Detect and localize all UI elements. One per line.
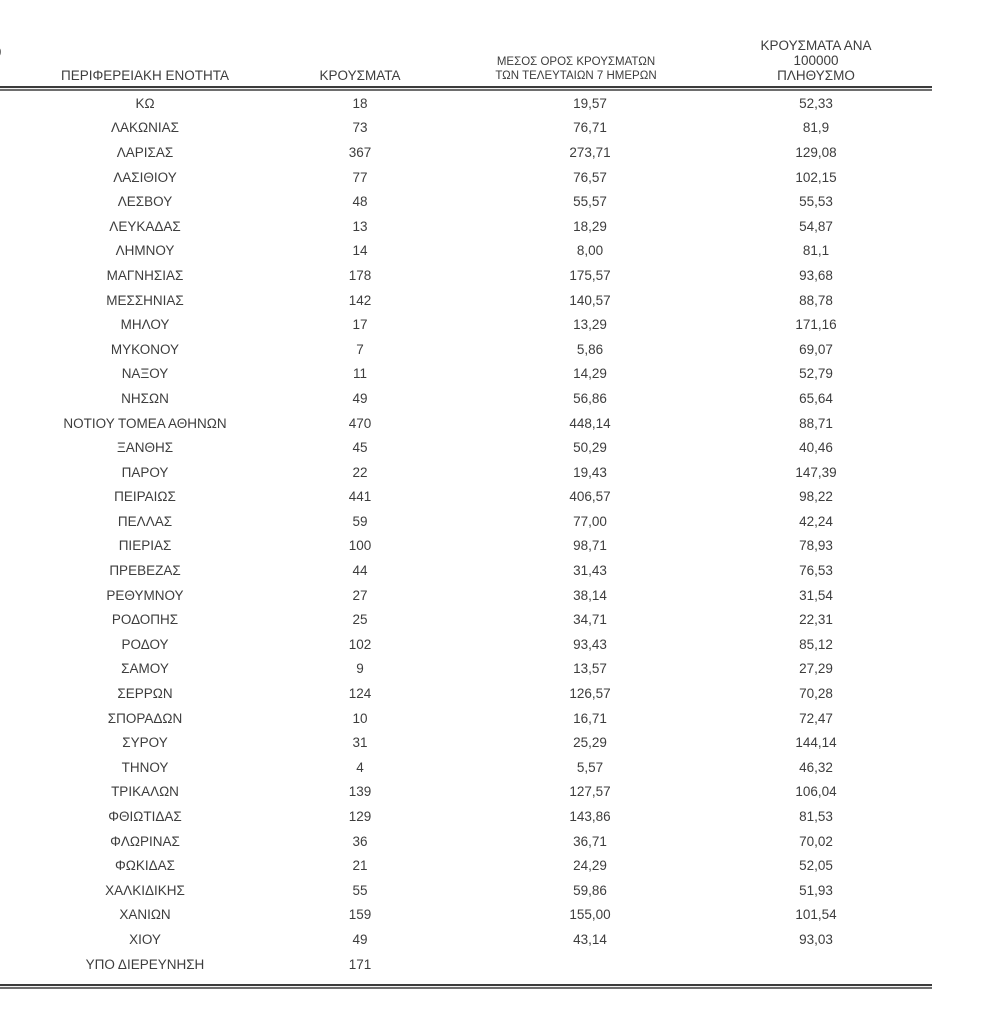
cell-cases: 441 <box>348 489 372 505</box>
cell-region: ΝΑΞΟΥ <box>121 366 169 382</box>
cell-per-100k: 70,02 <box>799 833 833 849</box>
cell-cases: 44 <box>352 563 368 579</box>
cell-region: ΛΑΡΙΣΑΣ <box>116 144 174 160</box>
cell-per-100k: 52,79 <box>799 366 833 382</box>
cell-region: ΦΛΩΡΙΝΑΣ <box>110 833 180 849</box>
cell-region: ΛΑΣΙΘΙΟΥ <box>113 169 177 185</box>
cell-7day-average: 143,86 <box>569 809 611 825</box>
cell-per-100k: 101,54 <box>795 907 837 923</box>
cell-7day-average: 126,57 <box>569 686 611 702</box>
cell-7day-average: 76,71 <box>573 120 607 136</box>
cell-cases: 27 <box>352 587 368 603</box>
cell-7day-average: 34,71 <box>573 612 607 628</box>
cell-per-100k: 93,03 <box>799 931 833 947</box>
cell-per-100k: 81,9 <box>802 120 830 136</box>
cell-region: ΠΑΡΟΥ <box>121 464 169 480</box>
cell-per-100k: 65,64 <box>799 390 833 406</box>
cell-7day-average: 13,29 <box>573 317 607 333</box>
column-header-7day-average-line2: ΤΩΝ ΤΕΛΕΥΤΑΙΩΝ 7 ΗΜΕΡΩΝ <box>495 69 657 82</box>
table-row <box>0 780 932 805</box>
cell-per-100k: 88,78 <box>799 292 833 308</box>
table-row <box>0 657 932 682</box>
cell-per-100k: 102,15 <box>795 169 837 185</box>
table-row <box>0 460 932 485</box>
cell-per-100k: 171,16 <box>795 317 837 333</box>
cell-region: ΣΕΡΡΩΝ <box>117 686 173 702</box>
cell-7day-average: 43,14 <box>573 931 607 947</box>
cell-7day-average: 31,43 <box>573 563 607 579</box>
table-row <box>0 706 932 731</box>
cell-per-100k: 42,24 <box>799 513 833 529</box>
column-header-per-100k-line1: ΚΡΟΥΣΜΑΤΑ ΑΝΑ 100000 <box>760 38 872 68</box>
table-row <box>0 386 932 411</box>
cell-7day-average: 175,57 <box>569 267 611 283</box>
table-row <box>0 755 932 780</box>
cell-region: ΧΑΛΚΙΔΙΚΗΣ <box>105 882 185 898</box>
cell-region: ΞΑΝΘΗΣ <box>116 440 174 456</box>
column-header-per-100k <box>750 38 932 86</box>
cell-region: ΤΗΝΟΥ <box>121 759 169 775</box>
cell-per-100k: 70,28 <box>799 686 833 702</box>
cell-7day-average: 36,71 <box>573 833 607 849</box>
table-row <box>0 583 932 608</box>
cell-7day-average: 25,29 <box>573 735 607 751</box>
cell-region: ΜΗΛΟΥ <box>120 317 170 333</box>
table-row <box>0 730 932 755</box>
cell-per-100k: 81,53 <box>799 809 833 825</box>
cell-7day-average: 13,57 <box>573 661 607 677</box>
cell-cases: 10 <box>352 710 368 726</box>
cell-cases: 139 <box>348 784 372 800</box>
cell-region: ΦΩΚΙΔΑΣ <box>115 858 175 874</box>
cell-7day-average: 77,00 <box>573 513 607 529</box>
table-row <box>0 435 932 460</box>
table-row <box>0 829 932 854</box>
cell-cases: 171 <box>348 956 372 972</box>
cell-region: ΦΘΙΩΤΙΔΑΣ <box>108 809 182 825</box>
cell-per-100k: 106,04 <box>795 784 837 800</box>
cell-cases: 73 <box>352 120 368 136</box>
cell-region: ΠΕΙΡΑΙΩΣ <box>114 489 176 505</box>
cell-cases: 7 <box>356 341 364 357</box>
cell-region: ΥΠΟ ΔΙΕΡΕΥΝΗΣΗ <box>85 956 205 972</box>
table-row <box>0 558 932 583</box>
table-row <box>0 140 932 165</box>
cell-per-100k: 51,93 <box>799 882 833 898</box>
table-row <box>0 116 932 141</box>
cell-per-100k: 46,32 <box>799 759 833 775</box>
cell-per-100k: 72,47 <box>799 710 833 726</box>
cell-per-100k: 144,14 <box>795 735 837 751</box>
cell-region: ΡΟΔΟΥ <box>121 636 169 652</box>
table-row <box>0 804 932 829</box>
cell-7day-average: 50,29 <box>573 440 607 456</box>
cell-per-100k: 27,29 <box>799 661 833 677</box>
cell-cases: 142 <box>348 292 372 308</box>
cell-region: ΣΠΟΡΑΔΩΝ <box>107 710 183 726</box>
cell-per-100k: 76,53 <box>799 563 833 579</box>
cell-region: ΤΡΙΚΑΛΩΝ <box>111 784 179 800</box>
cell-cases: 9 <box>356 661 364 677</box>
table-row <box>0 263 932 288</box>
cell-cases: 13 <box>352 218 368 234</box>
cell-per-100k: 78,93 <box>799 538 833 554</box>
cell-region: ΠΕΛΛΑΣ <box>117 513 173 529</box>
cell-cases: 55 <box>352 882 368 898</box>
cell-7day-average: 98,71 <box>573 538 607 554</box>
column-header-7day-average <box>416 56 736 86</box>
cell-cases: 470 <box>348 415 372 431</box>
cell-cases: 159 <box>348 907 372 923</box>
cell-region: ΛΑΚΩΝΙΑΣ <box>111 120 179 136</box>
cell-region: ΣΥΡΟΥ <box>122 735 168 751</box>
table-row <box>0 681 932 706</box>
cell-per-100k: 85,12 <box>799 636 833 652</box>
cell-cases: 4 <box>356 759 364 775</box>
table-header-row <box>0 36 932 86</box>
cell-region: ΧΙΟΥ <box>129 931 161 947</box>
cell-region: ΡΟΔΟΠΗΣ <box>111 612 179 628</box>
cell-7day-average: 19,57 <box>573 95 607 111</box>
column-header-cases-label: ΚΡΟΥΣΜΑΤΑ <box>319 68 401 83</box>
cell-region: ΣΑΜΟΥ <box>121 661 169 677</box>
table-row <box>0 337 932 362</box>
cell-per-100k: 22,31 <box>799 612 833 628</box>
cell-cases: 36 <box>352 833 368 849</box>
table-row <box>0 903 932 928</box>
cell-cases: 48 <box>352 194 368 210</box>
table-row <box>0 878 932 903</box>
table-row <box>0 189 932 214</box>
cell-cases: 367 <box>348 144 372 160</box>
cell-region: ΛΕΣΒΟΥ <box>117 194 173 210</box>
table-row <box>0 927 932 952</box>
cell-per-100k: 40,46 <box>799 440 833 456</box>
cell-cases: 31 <box>352 735 368 751</box>
cell-7day-average: 14,29 <box>573 366 607 382</box>
table-row <box>0 534 932 559</box>
table-row <box>0 239 932 264</box>
cell-region: ΛΕΥΚΑΔΑΣ <box>109 218 181 234</box>
cell-region: ΧΑΝΙΩΝ <box>119 907 171 923</box>
cell-cases: 124 <box>348 686 372 702</box>
cell-per-100k: 147,39 <box>795 464 837 480</box>
table-row <box>0 411 932 436</box>
cell-region: ΡΕΘΥΜΝΟΥ <box>106 587 184 603</box>
cell-7day-average: 448,14 <box>569 415 611 431</box>
cell-region: ΛΗΜΝΟΥ <box>115 243 175 259</box>
table-body <box>0 91 932 976</box>
cell-cases: 22 <box>352 464 368 480</box>
cell-per-100k: 69,07 <box>799 341 833 357</box>
cell-region: ΜΥΚΟΝΟΥ <box>110 341 180 357</box>
column-header-7day-average-line1: ΜΕΣΟΣ ΟΡΟΣ ΚΡΟΥΣΜΑΤΩΝ <box>496 56 656 68</box>
cell-cases: 49 <box>352 931 368 947</box>
cell-region: ΚΩ <box>135 95 155 111</box>
column-header-region <box>0 68 290 86</box>
cell-per-100k: 88,71 <box>799 415 833 431</box>
cell-7day-average: 59,86 <box>573 882 607 898</box>
cell-cases: 21 <box>352 858 368 874</box>
table-row <box>0 607 932 632</box>
table-row <box>0 214 932 239</box>
cell-region: ΝΟΤΙΟΥ ΤΟΜΕΑ ΑΘΗΝΩΝ <box>63 415 227 431</box>
cell-cases: 17 <box>352 317 368 333</box>
cell-cases: 18 <box>352 95 368 111</box>
column-header-per-100k-line2: ΠΛΗΘΥΣΜΟ <box>777 68 855 83</box>
cell-per-100k: 52,05 <box>799 858 833 874</box>
table-row <box>0 362 932 387</box>
cell-region: ΜΕΣΣΗΝΙΑΣ <box>106 292 184 308</box>
cell-region: ΠΡΕΒΕΖΑΣ <box>109 563 181 579</box>
table-row <box>0 485 932 510</box>
table-row <box>0 952 932 977</box>
cell-region: ΠΙΕΡΙΑΣ <box>118 538 172 554</box>
cell-7day-average: 18,29 <box>573 218 607 234</box>
cell-cases: 178 <box>348 267 372 283</box>
table-row <box>0 632 932 657</box>
cell-region: ΝΗΣΩΝ <box>121 390 169 406</box>
cell-cases: 102 <box>348 636 372 652</box>
cell-7day-average: 16,71 <box>573 710 607 726</box>
cell-per-100k: 54,87 <box>799 218 833 234</box>
column-header-region-label: ΠΕΡΙΦΕΡΕΙΑΚΗ ΕΝΟΤΗΤΑ <box>60 68 230 83</box>
cell-7day-average: 140,57 <box>569 292 611 308</box>
cell-region: ΜΑΓΝΗΣΙΑΣ <box>106 267 184 283</box>
cell-7day-average: 76,57 <box>573 169 607 185</box>
cell-per-100k: 98,22 <box>799 489 833 505</box>
cell-7day-average: 127,57 <box>569 784 611 800</box>
table-row <box>0 853 932 878</box>
cell-cases: 14 <box>352 243 368 259</box>
cell-7day-average: 8,00 <box>576 243 604 259</box>
table-bottom-line <box>0 984 932 989</box>
cell-7day-average: 5,57 <box>576 759 604 775</box>
cell-7day-average: 19,43 <box>573 464 607 480</box>
table-row <box>0 91 932 116</box>
cell-per-100k: 93,68 <box>799 267 833 283</box>
cell-per-100k: 31,54 <box>799 587 833 603</box>
cell-7day-average: 93,43 <box>573 636 607 652</box>
cell-7day-average: 155,00 <box>569 907 611 923</box>
table-row <box>0 312 932 337</box>
table-row <box>0 509 932 534</box>
cell-7day-average: 273,71 <box>569 144 611 160</box>
cell-cases: 25 <box>352 612 368 628</box>
cell-cases: 49 <box>352 390 368 406</box>
cell-7day-average: 24,29 <box>573 858 607 874</box>
cell-7day-average: 5,86 <box>576 341 604 357</box>
cell-per-100k: 55,53 <box>799 194 833 210</box>
cell-7day-average: 406,57 <box>569 489 611 505</box>
table-row <box>0 288 932 313</box>
cell-cases: 77 <box>352 169 368 185</box>
cell-cases: 11 <box>352 366 367 382</box>
table-row <box>0 165 932 190</box>
column-header-cases <box>290 68 430 86</box>
cell-per-100k: 129,08 <box>795 144 837 160</box>
cell-cases: 59 <box>352 513 368 529</box>
cell-cases: 100 <box>348 538 372 554</box>
cell-7day-average: 55,57 <box>573 194 607 210</box>
cell-cases: 45 <box>352 440 368 456</box>
cell-cases: 129 <box>348 809 372 825</box>
cell-per-100k: 52,33 <box>799 95 833 111</box>
cell-per-100k: 81,1 <box>802 243 830 259</box>
cell-7day-average: 38,14 <box>573 587 607 603</box>
cell-7day-average: 56,86 <box>573 390 607 406</box>
